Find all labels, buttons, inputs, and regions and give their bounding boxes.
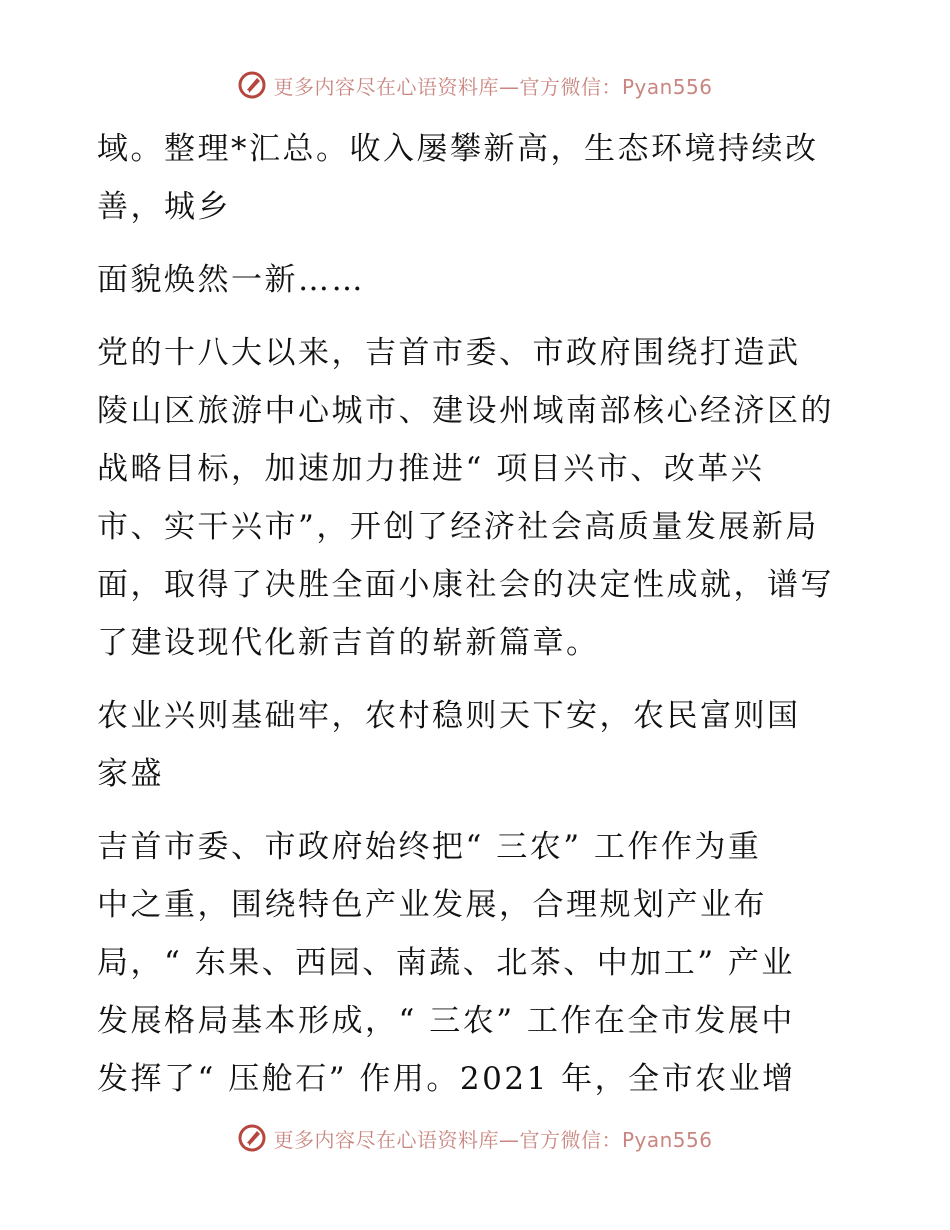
- paragraph: 面貌焕然一新……: [97, 262, 365, 298]
- header-watermark: [0, 70, 950, 100]
- paragraph: 域。整理*汇总。收入屡攀新高，生态环境持续改 善，城乡: [97, 131, 819, 225]
- footer-watermark: [0, 1123, 950, 1153]
- watermark-text: 更多内容尽在心语资料库—官方微信：Pyan556: [273, 74, 713, 99]
- paragraph: 党的十八大以来，吉首市委、市政府围绕打造武 陵山区旅游中心城市、建设州域南部核心经济区的 战略目标，加速加力推进“ 项目兴市、改革兴 市、实干兴市”，开创了经济社会高质量发展新局 面，取得了决胜全面小康社会的决定性成就，谱写 了建设现代化新吉首的崭新篇章。: [97, 335, 834, 661]
- pen-emblem-icon: [237, 1123, 267, 1153]
- document-body: [97, 120, 857, 1108]
- watermark-text: 更多内容尽在心语资料库—官方微信：Pyan556: [273, 1127, 713, 1152]
- pen-emblem-icon: [237, 70, 267, 100]
- paragraph: 吉首市委、市政府始终把“ 三农” 工作作为重 中之重，围绕特色产业发展，合理规划产业布 局，“ 东果、西园、南蔬、北茶、中加工” 产业 发展格局基本形成，“ 三农” 工作在全市发展中 发挥了“ 压舱石” 作用。2021 年，全市农业增: [97, 829, 796, 1097]
- paragraph: 农业兴则基础牢，农村稳则天下安，农民富则国 家盛: [97, 698, 801, 792]
